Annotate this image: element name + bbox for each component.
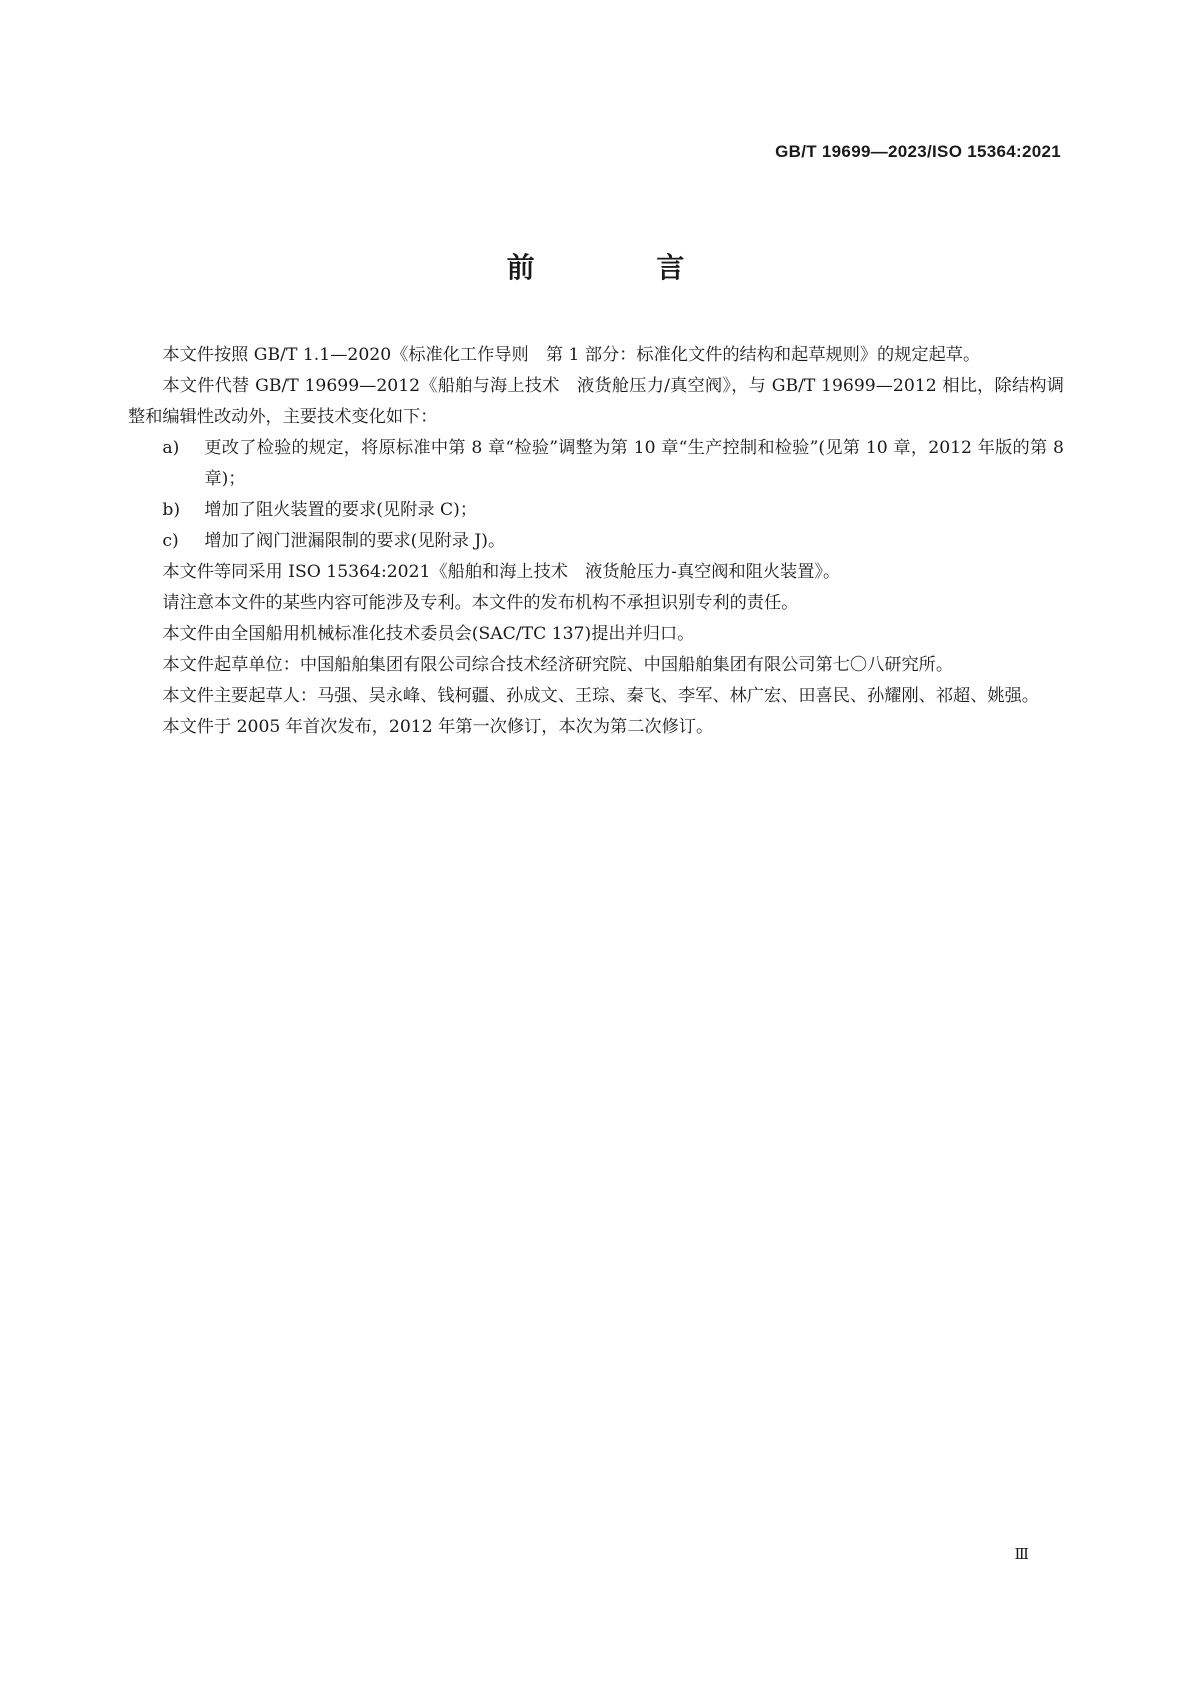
list-marker: a) xyxy=(162,438,180,458)
paragraph-replacement: 本文件代替 GB/T 19699—2012《船舶与海上技术 液货舱压力/真空阀》，与 GB/T 19699—2012 相比，除结构调整和编辑性改动外，主要技术变化如下： xyxy=(128,376,1064,427)
paragraph-history: 本文件于 2005 年首次发布，2012 年第一次修订，本次为第二次修订。 xyxy=(162,717,714,737)
list-text: 增加了阻火装置的要求(见附录 C)； xyxy=(204,500,478,520)
paragraph-patent-notice: 请注意本文件的某些内容可能涉及专利。本文件的发布机构不承担识别专利的责任。 xyxy=(162,593,799,613)
paragraph-drafters: 本文件主要起草人：马强、吴永峰、钱柯疆、孙成文、王琮、秦飞、李军、林广宏、田喜民、孙耀刚、祁超、姚强。 xyxy=(162,686,1039,706)
page-title: 前 言 xyxy=(506,251,741,284)
list-text: 增加了阀门泄漏限制的要求(见附录 J)。 xyxy=(204,531,506,551)
standard-code: GB/T 19699—2023/ISO 15364:2021 xyxy=(775,142,1061,161)
list-text: 更改了检验的规定，将原标准中第 8 章“检验”调整为第 10 章“生产控制和检验”(见第 10 章，2012 年版的第 8 章)； xyxy=(204,438,1064,489)
paragraph-proposer: 本文件由全国船用机械标准化技术委员会(SAC/TC 137)提出并归口。 xyxy=(162,624,695,644)
paragraph-equivalence: 本文件等同采用 ISO 15364:2021《船舶和海上技术 液货舱压力-真空阀和阻火装置》。 xyxy=(162,562,841,582)
paragraph-drafting-units: 本文件起草单位：中国船舶集团有限公司综合技术经济研究院、中国船舶集团有限公司第七〇八研究所。 xyxy=(162,655,954,675)
list-item xyxy=(128,526,1064,557)
list-marker: b) xyxy=(162,500,181,520)
paragraph-drafting-rules: 本文件按照 GB/T 1.1—2020《标准化工作导则 第 1 部分：标准化文件的结构和起草规则》的规定起草。 xyxy=(162,345,981,365)
list-item xyxy=(128,495,1064,526)
page-number: Ⅲ xyxy=(1014,1545,1029,1563)
foreword-body xyxy=(128,340,1064,743)
list-item xyxy=(128,433,1064,495)
list-marker: c) xyxy=(162,531,179,551)
